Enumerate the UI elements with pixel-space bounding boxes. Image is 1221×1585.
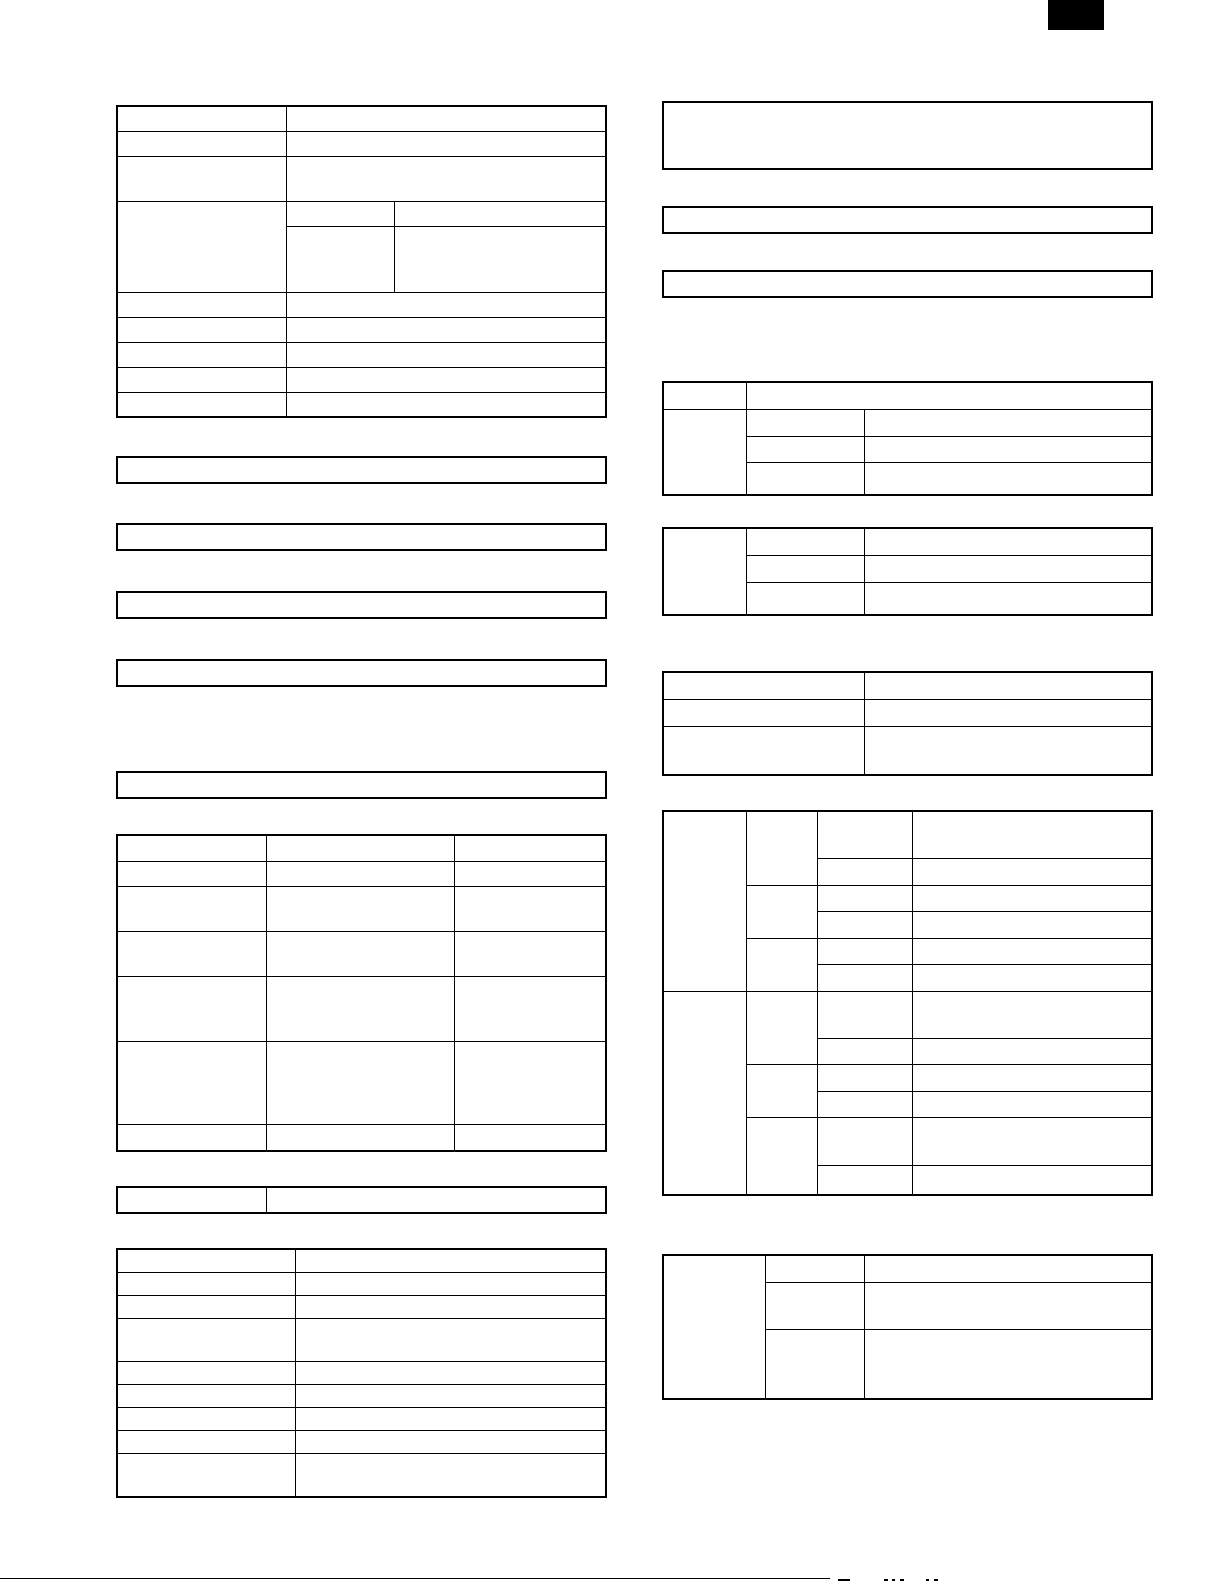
bar-4 (116, 659, 607, 687)
bottom-rule (0, 1578, 830, 1579)
split-bar (116, 1186, 607, 1214)
bar-5 (116, 771, 607, 799)
spec-table-top-left (116, 105, 607, 418)
grouped-table-2 (662, 527, 1153, 616)
two-column-table-right (662, 671, 1153, 776)
bar-3 (116, 591, 607, 619)
note-box (662, 101, 1153, 170)
grouped-table-1 (662, 381, 1153, 496)
two-column-table-bottom-left (116, 1248, 607, 1498)
nested-table (662, 810, 1153, 1196)
bar-2 (116, 523, 607, 551)
bottom-marks (838, 1579, 958, 1583)
page-number-tab (1048, 0, 1104, 30)
three-column-table (116, 834, 607, 1152)
bar-right-2 (662, 270, 1153, 298)
grouped-table-3 (662, 1254, 1153, 1400)
bar-1 (116, 456, 607, 484)
bar-right-1 (662, 206, 1153, 234)
